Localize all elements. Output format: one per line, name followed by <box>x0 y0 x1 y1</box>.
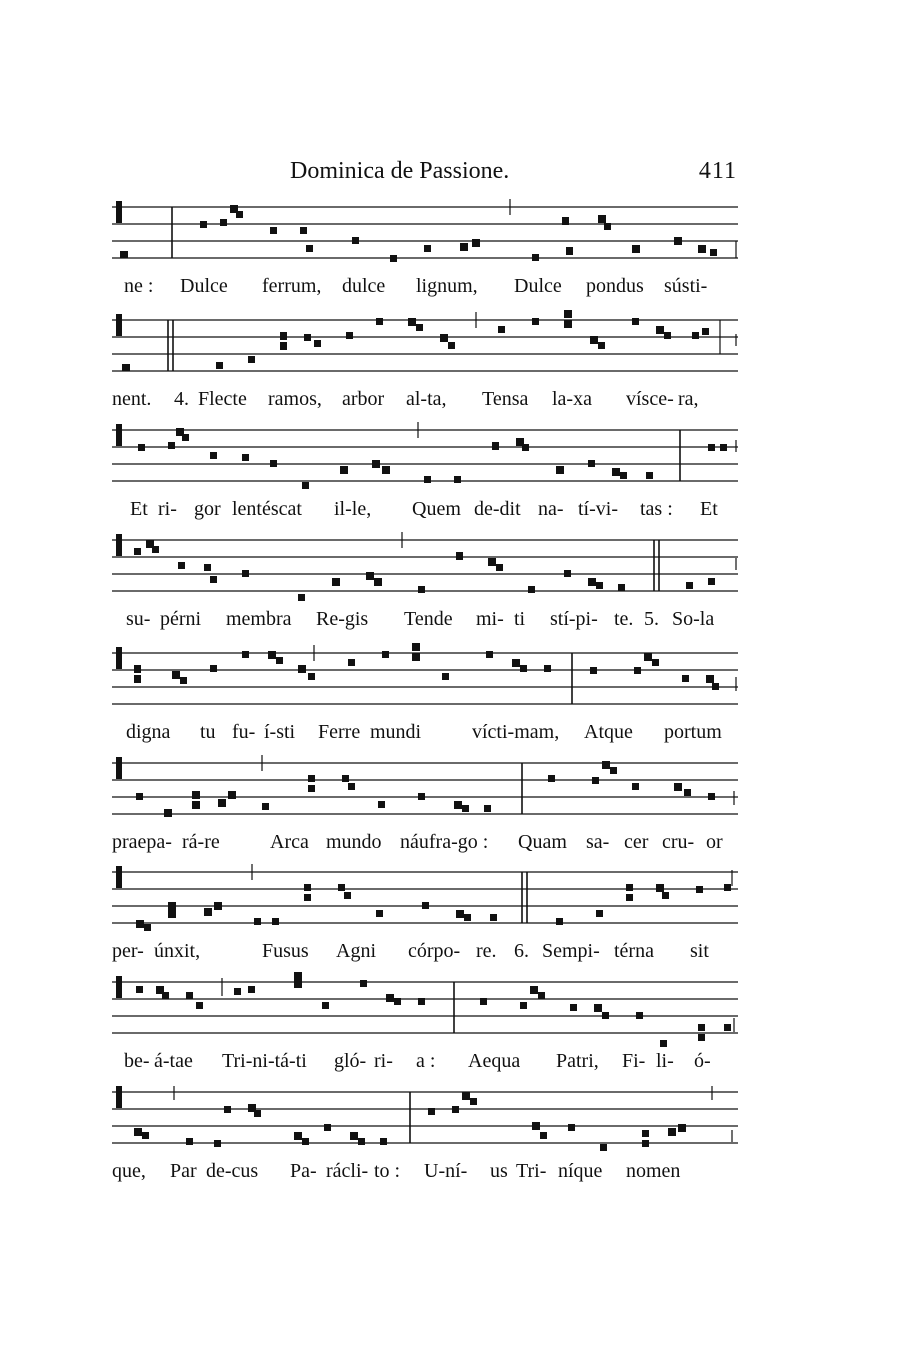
syllable: li- <box>656 1050 674 1072</box>
syllable: Et <box>130 498 148 520</box>
staff <box>112 972 738 1042</box>
syllable: nomen <box>626 1160 681 1182</box>
syllable: vísce- <box>626 388 674 410</box>
syllable: al-ta, <box>406 388 447 410</box>
syllable: térna <box>614 940 654 962</box>
chant-system-4 <box>112 530 738 640</box>
syllable: Fusus <box>262 940 309 962</box>
staff <box>112 753 738 823</box>
page-header <box>112 158 737 190</box>
lyrics-line <box>112 721 738 749</box>
lyrics-line <box>112 1160 738 1188</box>
staff <box>112 1082 738 1152</box>
syllable: ra, <box>678 388 699 410</box>
lyrics-line <box>112 275 738 303</box>
syllable: tu <box>200 721 216 743</box>
syllable: níque <box>558 1160 603 1182</box>
syllable: 6. <box>514 940 529 962</box>
staff <box>112 310 738 380</box>
syllable: á-tae <box>154 1050 193 1072</box>
syllable: Dulce <box>514 275 562 297</box>
syllable: rácli- <box>326 1160 369 1182</box>
syllable: mundo <box>326 831 382 853</box>
syllable: sit <box>690 940 709 962</box>
syllable: sa- <box>586 831 610 853</box>
syllable: lentéscat <box>232 498 302 520</box>
syllable: que, <box>112 1160 146 1182</box>
staff <box>112 420 738 490</box>
syllable: Arca <box>270 831 309 853</box>
syllable: be- <box>124 1050 150 1072</box>
syllable: Re-gis <box>316 608 369 630</box>
syllable: su- <box>126 608 151 630</box>
syllable: Pa- <box>290 1160 317 1182</box>
lyrics-line <box>112 940 738 968</box>
syllable: gló- <box>334 1050 367 1072</box>
syllable: te. <box>614 608 634 630</box>
syllable: per- <box>112 940 144 962</box>
chant-system-7 <box>112 862 738 972</box>
lyrics-line <box>112 608 738 636</box>
syllable: il-le, <box>334 498 372 520</box>
syllable: So-la <box>672 608 715 630</box>
syllable: Flecte <box>198 388 247 410</box>
staff <box>112 862 738 932</box>
syllable: Quam <box>518 831 567 853</box>
syllable: Par <box>170 1160 197 1182</box>
syllable: digna <box>126 721 171 743</box>
staff <box>112 530 738 600</box>
syllable: cru- <box>662 831 695 853</box>
syllable: sústi- <box>664 275 708 297</box>
syllable: Tensa <box>482 388 529 410</box>
syllable: ri- <box>374 1050 393 1072</box>
lyrics-line <box>112 831 738 859</box>
chant-system-2 <box>112 310 738 420</box>
syllable: Tri- <box>516 1160 547 1182</box>
syllable: or <box>706 831 723 853</box>
syllable: membra <box>226 608 292 630</box>
chant-system-9 <box>112 1082 738 1192</box>
syllable: U-ní- <box>424 1160 468 1182</box>
syllable: pérni <box>160 608 202 630</box>
chant-system-5 <box>112 643 738 753</box>
syllable: Atque <box>584 721 633 743</box>
syllable: ti <box>514 608 526 630</box>
lyrics-line <box>112 1050 738 1078</box>
syllable: rá-re <box>182 831 220 853</box>
syllable: Quem <box>412 498 461 520</box>
syllable: portum <box>664 721 722 743</box>
syllable: stí-pi- <box>550 608 598 630</box>
syllable: í-sti <box>264 721 296 743</box>
syllable: pondus <box>586 275 644 297</box>
staff <box>112 197 738 267</box>
syllable: fu- <box>232 721 256 743</box>
syllable: Tri-ni-tá-ti <box>222 1050 307 1072</box>
syllable: ne : <box>124 275 154 297</box>
syllable: lignum, <box>416 275 478 297</box>
syllable: nent. <box>112 388 152 410</box>
syllable: dulce <box>342 275 386 297</box>
syllable: cer <box>624 831 649 853</box>
lyrics-line <box>112 498 738 526</box>
syllable: Dulce <box>180 275 228 297</box>
syllable: us <box>490 1160 508 1182</box>
syllable: Ferre <box>318 721 361 743</box>
syllable: na- <box>538 498 564 520</box>
syllable: Tende <box>404 608 453 630</box>
syllable: la-xa <box>552 388 592 410</box>
syllable: Patri, <box>556 1050 599 1072</box>
lyrics-line <box>112 388 738 416</box>
running-title: Dominica de Passione. <box>290 158 510 184</box>
syllable: vícti-mam, <box>472 721 560 743</box>
staff <box>112 643 738 713</box>
syllable: Agni <box>336 940 376 962</box>
page-number: 411 <box>698 158 737 184</box>
chant-system-6 <box>112 753 738 863</box>
syllable: praepa- <box>112 831 172 853</box>
syllable: a : <box>416 1050 436 1072</box>
syllable: arbor <box>342 388 385 410</box>
syllable: ramos, <box>268 388 322 410</box>
syllable: to : <box>374 1160 401 1182</box>
syllable: únxit, <box>154 940 201 962</box>
syllable: 5. <box>644 608 659 630</box>
syllable: Aequa <box>468 1050 521 1072</box>
syllable: Fi- <box>622 1050 646 1072</box>
syllable: córpo- <box>408 940 461 962</box>
syllable: mi- <box>476 608 504 630</box>
syllable: tí-vi- <box>578 498 618 520</box>
chant-system-1 <box>112 197 738 307</box>
syllable: re. <box>476 940 497 962</box>
syllable: tas : <box>640 498 673 520</box>
chant-system-8 <box>112 972 738 1082</box>
syllable: ferrum, <box>262 275 322 297</box>
syllable: mundi <box>370 721 422 743</box>
syllable: Sempi- <box>542 940 600 962</box>
syllable: Et <box>700 498 718 520</box>
syllable: de-dit <box>474 498 521 520</box>
syllable: gor <box>194 498 221 520</box>
syllable: ri- <box>158 498 177 520</box>
syllable: 4. <box>174 388 189 410</box>
syllable: ó- <box>694 1050 711 1072</box>
syllable: náufra-go : <box>400 831 489 853</box>
syllable: de-cus <box>206 1160 259 1182</box>
chant-system-3 <box>112 420 738 530</box>
